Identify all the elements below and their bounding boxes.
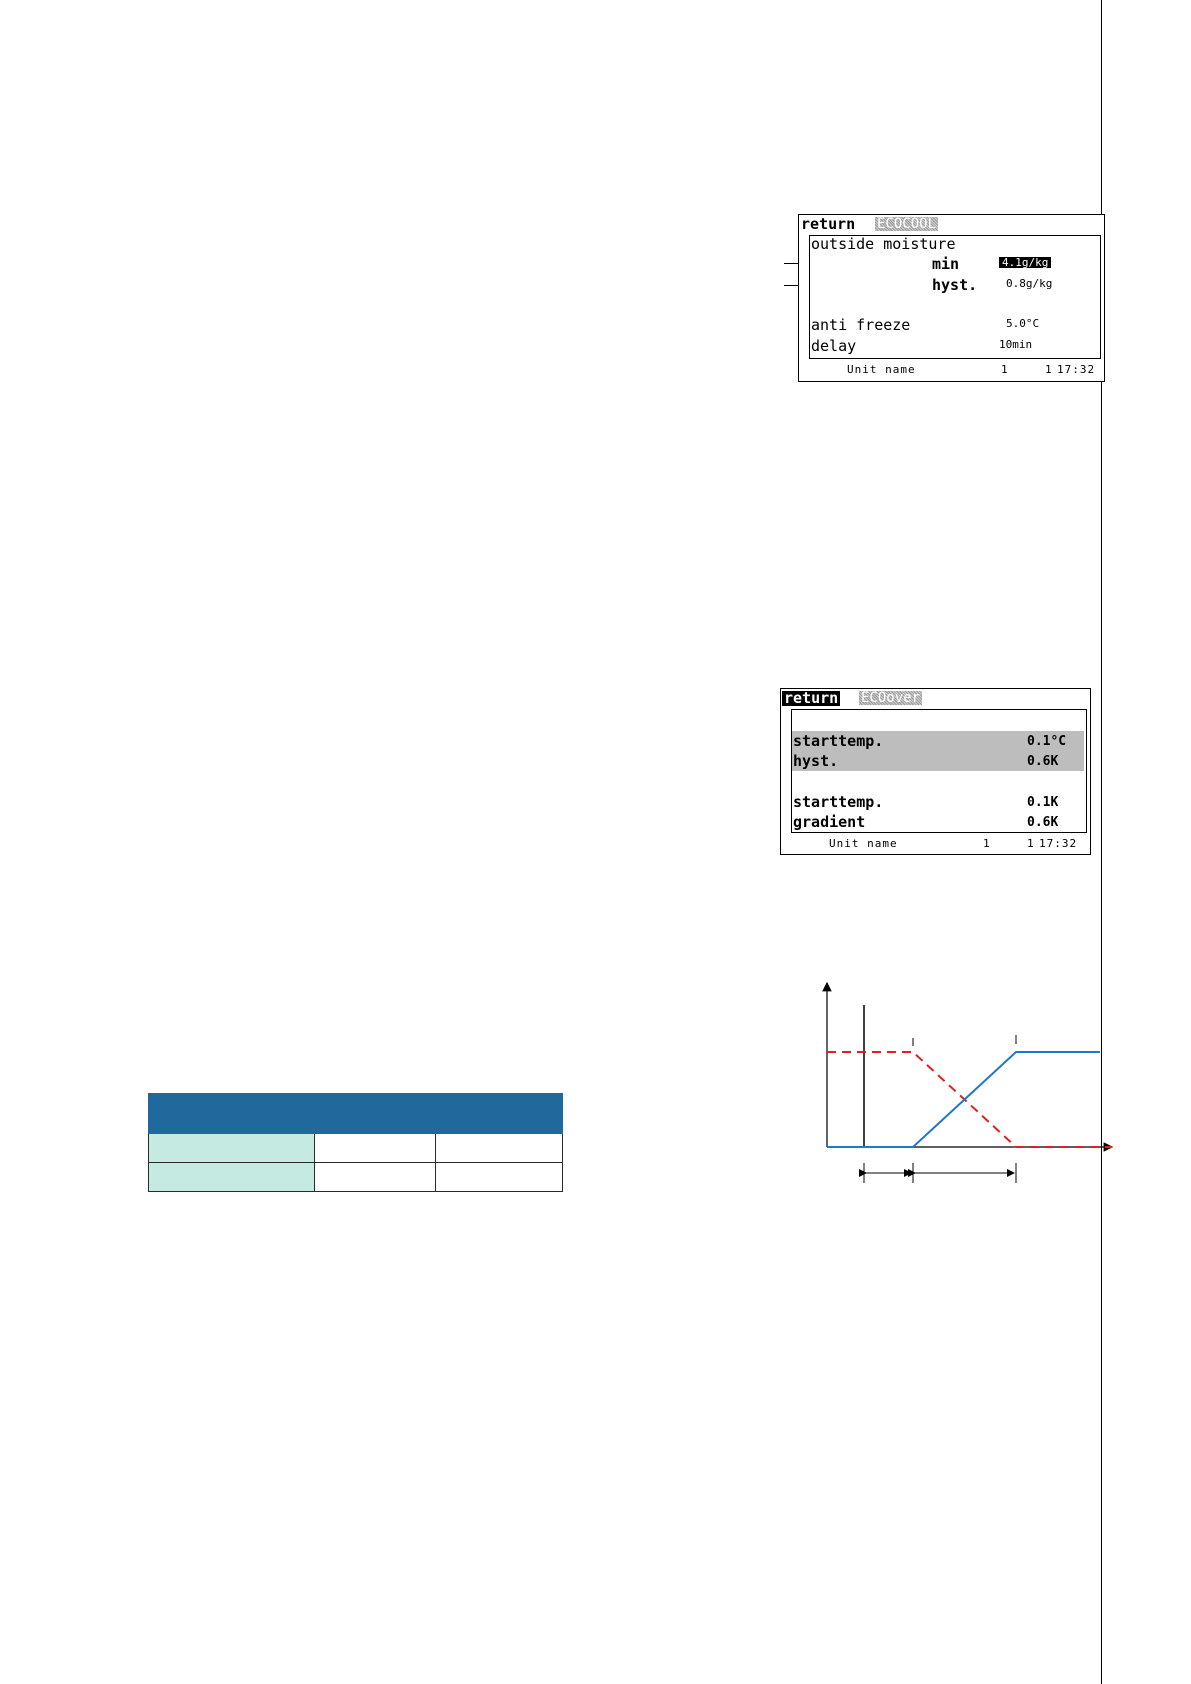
control-diagram <box>810 975 1120 1195</box>
table-row <box>149 1163 563 1192</box>
table-header-row <box>149 1094 563 1134</box>
table-header-cell <box>315 1094 435 1134</box>
min-value[interactable]: 4.1g/kg <box>999 257 1051 268</box>
table-row <box>149 1134 563 1163</box>
anti-freeze-label: anti freeze <box>811 316 911 334</box>
gradient-value[interactable]: 0.6K <box>1027 815 1059 830</box>
dashed-curve <box>827 1052 1112 1147</box>
hyst-label: hyst. <box>932 276 978 294</box>
table-cell <box>149 1163 315 1192</box>
table-cell <box>315 1163 435 1192</box>
starttemp-label-1: starttemp. <box>793 732 884 750</box>
tab-ecoover[interactable]: ECOover <box>861 690 921 706</box>
starttemp-value-2[interactable]: 0.1K <box>1027 795 1059 810</box>
table-cell <box>315 1134 435 1163</box>
table-header-cell <box>149 1094 315 1134</box>
tab-ecocool[interactable]: ECOCOOL <box>877 216 937 232</box>
footer-time: 17:32 <box>1039 837 1078 850</box>
delay-label: delay <box>811 337 857 355</box>
anti-freeze-value[interactable]: 5.0°C <box>1006 317 1040 330</box>
solid-curve <box>827 1052 1100 1147</box>
delay-value[interactable]: 10min <box>999 338 1033 351</box>
hyst-value[interactable]: 0.8g/kg <box>1006 277 1053 290</box>
display-screen-ecocool <box>798 214 1105 382</box>
parameter-table <box>148 1093 563 1192</box>
starttemp-value-1[interactable]: 0.1°C <box>1027 734 1067 749</box>
table-cell <box>435 1134 562 1163</box>
tab-return-active[interactable]: return <box>784 689 839 707</box>
table-cell <box>149 1134 315 1163</box>
table-header-cell <box>435 1094 562 1134</box>
starttemp-label-2: starttemp. <box>793 793 884 811</box>
display-screen-ecoover <box>780 688 1091 855</box>
min-label: min <box>932 255 960 273</box>
hyst-value[interactable]: 0.6K <box>1027 754 1059 769</box>
hyst-label: hyst. <box>793 752 839 770</box>
outside-moisture-heading: outside moisture <box>811 235 956 253</box>
table-cell <box>435 1163 562 1192</box>
footer-unit-name: Unit name <box>847 363 916 376</box>
footer-time: 17:32 <box>1057 363 1096 376</box>
gradient-label: gradient <box>793 813 866 831</box>
footer-num-1: 1 <box>983 837 991 850</box>
footer-num-2: 1 <box>1027 837 1035 850</box>
footer-num-2: 1 <box>1045 363 1053 376</box>
footer-unit-name: Unit name <box>829 837 898 850</box>
tab-return[interactable]: return <box>801 215 856 233</box>
footer-num-1: 1 <box>1001 363 1009 376</box>
